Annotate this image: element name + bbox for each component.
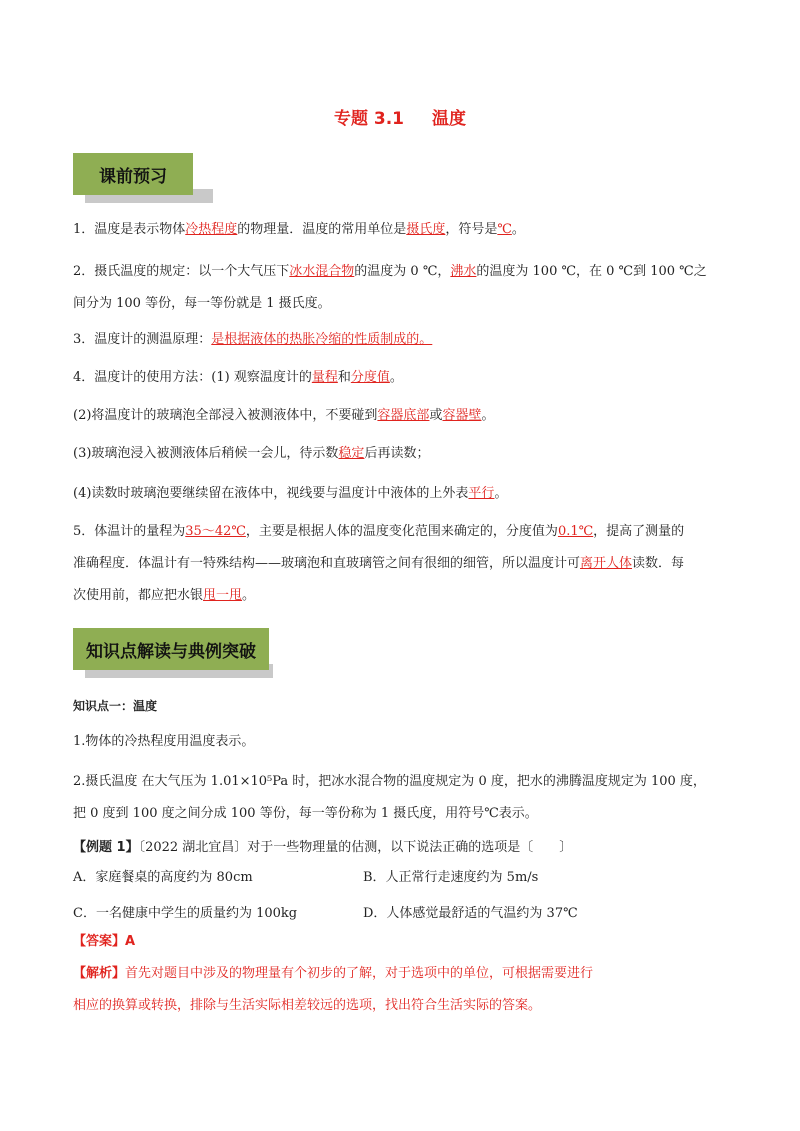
- example-stem: 【例题 1】〔2022 湖北宜昌〕对于一些物理量的估测，以下说法正确的选项是〔 〕: [73, 840, 573, 855]
- preview-item-4-4: (4)读数时玻璃泡要继续留在液体中，视线要与温度计中液体的上外表平行。: [73, 486, 508, 501]
- blank-answer: 容器壁: [442, 408, 482, 423]
- blank-answer: 冰水混合物: [289, 264, 355, 279]
- section-banner-preview: [73, 153, 213, 203]
- example-analysis: 【解析】首先对题目中涉及的物理量有个初步的了解，对于选项中的单位，可根据需要进行 相应的换算或转换，排除与生活实际相差较远的选项，找出符合生活实际的答案。: [73, 966, 594, 1013]
- blank-answer: 摄氏度: [406, 222, 446, 237]
- title-name: 温度: [432, 109, 467, 129]
- option-c: C．一名健康中学生的质量约为 100kg: [73, 906, 298, 921]
- blank-answer: 0.1℃: [557, 524, 594, 539]
- blank-answer: 量程: [311, 370, 338, 385]
- blank-answer: 沸水: [450, 264, 477, 279]
- preview-item-4: 4．温度计的使用方法：(1) 观察温度计的量程和分度值。: [73, 370, 403, 385]
- option-d: D．人体感觉最舒适的气温约为 37℃: [363, 906, 578, 921]
- preview-item-1: 1．温度是表示物体冷热程度的物理量．温度的常用单位是摄氏度，符号是℃。: [73, 222, 525, 237]
- blank-answer: 平行: [468, 486, 495, 501]
- blank-answer: 离开人体: [580, 556, 633, 571]
- page-title: [0, 104, 800, 129]
- knowledge-line-2: 2.摄氏温度 在大气压为 1.01×10⁵Pa 时，把冰水混合物的温度规定为 0 度，把水的沸腾温度规定为 100 度， 把 0 度到 100 度之间分成 100 等份，每一等份称为 1 摄氏度，用符号℃表示。: [73, 774, 706, 821]
- example-label: 【例题 1】: [73, 840, 139, 855]
- preview-item-2: 2．摄氏温度的规定：以一个大气压下冰水混合物的温度为 0 ℃，沸水的温度为 100 ℃，在 0 ℃到 100 ℃之 间分为 100 等份，每一等份就是 1 摄氏度。: [73, 264, 707, 311]
- blank-answer: 35～42℃: [185, 524, 246, 539]
- section-title-preview: 课前预习: [73, 153, 193, 195]
- option-b: B．人正常行走速度约为 5m/s: [363, 870, 539, 885]
- knowledge-heading: 知识点一：温度: [73, 699, 158, 713]
- option-a: A．家庭餐桌的高度约为 80cm: [73, 870, 253, 885]
- blank-answer: 甩一甩: [203, 588, 243, 603]
- section-banner-knowledge: [73, 628, 273, 678]
- title-number: 专题 3.1: [333, 109, 405, 129]
- blank-answer: 容器底部: [377, 408, 430, 423]
- blank-answer: 是根据液体的热胀冷缩的性质制成的。: [211, 332, 433, 347]
- blank-answer: 稳定: [338, 446, 365, 461]
- blank-answer: 分度值: [350, 370, 390, 385]
- blank-answer: 冷热程度: [185, 222, 238, 237]
- preview-item-4-2: (2)将温度计的玻璃泡全部浸入被测液体中，不要碰到容器底部或容器壁。: [73, 408, 495, 423]
- preview-item-3: 3．温度计的测温原理：是根据液体的热胀冷缩的性质制成的。: [73, 332, 433, 347]
- example-answer: 【答案】A: [73, 934, 136, 949]
- knowledge-line-1: 1.物体的冷热程度用温度表示。: [73, 734, 255, 749]
- blank-answer: ℃: [497, 222, 512, 237]
- preview-item-5: 5．体温计的量程为35～42℃，主要是根据人体的温度变化范围来确定的，分度值为0.1℃，提高了测量的 准确程度．体温计有一特殊结构——玻璃泡和直玻璃管之间有很细的细管，所以温度计可离开人体读数．每 次使用前，都应把水银甩一甩。: [73, 524, 685, 603]
- example-options-row-1: [73, 866, 728, 890]
- section-title-knowledge: 知识点解读与典例突破: [73, 628, 269, 670]
- example-options-row-2: [73, 902, 728, 926]
- preview-item-4-3: (3)玻璃泡浸入被测液体后稍候一会儿，待示数稳定后再读数；: [73, 446, 430, 461]
